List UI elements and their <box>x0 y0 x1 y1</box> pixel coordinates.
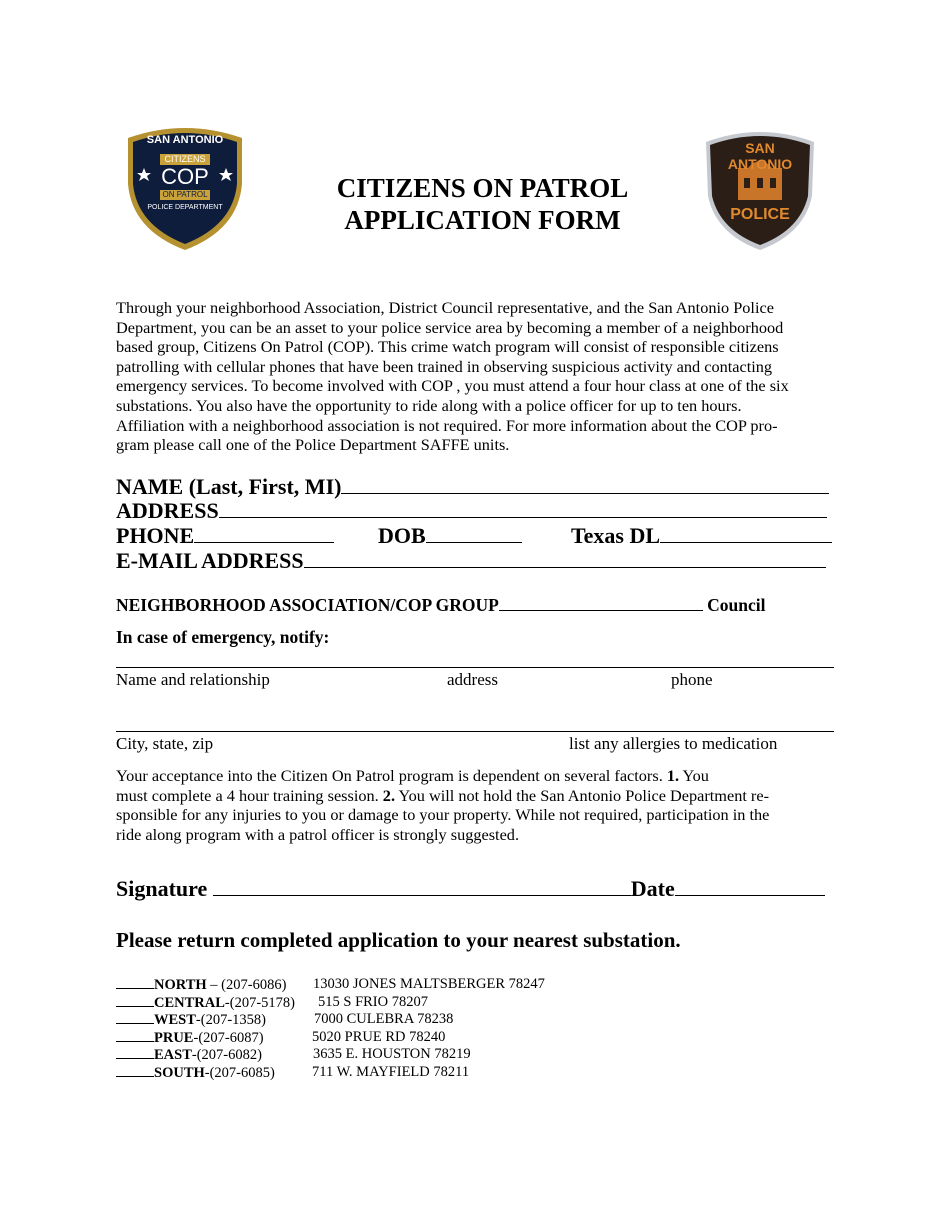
substation-address: 515 S FRIO 78207 <box>318 993 428 1010</box>
intro-line: Affiliation with a neighborhood association is not required. For more information about the COP pro- <box>116 415 778 435</box>
substation-phone: -(207-1358) <box>195 1012 266 1029</box>
name-field[interactable] <box>341 475 829 494</box>
signature-label: Signature <box>116 876 208 901</box>
patch-top-text: SAN ANTONIO <box>727 140 793 172</box>
intro-line: patrolling with cellular phones that have been trained in observing suspicious activity and contacting <box>116 356 773 376</box>
cop-badge-logo <box>122 124 248 252</box>
date-field[interactable] <box>675 877 825 896</box>
emergency-phone-label: phone <box>671 670 713 689</box>
factor-1-number: 1. <box>666 766 680 785</box>
substation-phone: -(207-5178) <box>224 994 295 1011</box>
title-line-1: CITIZENS ON PATROL <box>336 173 629 203</box>
intro-line: substations. You also have the opportunity to ride along with a police officer for up to ten hours. <box>116 395 742 415</box>
substation-name: SOUTH <box>154 1064 205 1081</box>
substation-name: EAST <box>154 1047 192 1064</box>
substation-checkbox[interactable] <box>116 994 154 1007</box>
intro-line: based group, Citizens On Patrol (COP). This crime watch program will consist of responsible citizens <box>116 337 779 357</box>
emergency-label: In case of emergency, notify: <box>116 627 330 647</box>
acceptance-text: Your acceptance into the Citizen On Patrol program is dependent on several factors. <box>116 766 667 785</box>
neighborhood-label: NEIGHBORHOOD ASSOCIATION/COP GROUP <box>116 595 499 615</box>
allergies-label: list any allergies to medication <box>569 734 778 753</box>
dob-row <box>378 523 522 548</box>
patch-bottom-text: POLICE <box>730 206 790 223</box>
neighborhood-field[interactable] <box>499 596 703 611</box>
substation-list <box>116 976 545 1082</box>
substation-row <box>116 993 428 1012</box>
address-field[interactable] <box>219 499 827 518</box>
substation-row <box>116 1028 446 1047</box>
intro-paragraph <box>116 298 836 455</box>
substation-phone: -(207-6082) <box>191 1047 262 1064</box>
badge-band-top: CITIZENS <box>164 154 206 164</box>
emergency-line-2[interactable] <box>116 731 834 732</box>
substation-address: 3635 E. HOUSTON 78219 <box>313 1046 471 1063</box>
substation-name: WEST <box>154 1012 196 1029</box>
substation-checkbox[interactable] <box>116 1029 154 1042</box>
emergency-name-label: Name and relationship <box>116 670 270 689</box>
badge-band-bottom: ON PATROL <box>162 190 208 199</box>
acceptance-text: You will not hold the San Antonio Police Department re- <box>395 785 769 805</box>
city-label: City, state, zip <box>116 734 214 753</box>
dl-row <box>571 523 832 548</box>
substation-address: 7000 CULEBRA 78238 <box>314 1011 454 1028</box>
council-label: Council <box>707 595 766 615</box>
title-line-2: APPLICATION FORM <box>344 205 621 235</box>
substation-checkbox[interactable] <box>116 1064 154 1077</box>
substation-checkbox[interactable] <box>116 976 154 989</box>
substation-phone: -(207-6087) <box>193 1029 264 1046</box>
address-label: ADDRESS <box>116 498 219 523</box>
return-instructions: Please return completed application to your nearest substation. <box>116 928 681 952</box>
signature-row <box>116 876 825 902</box>
substation-address: 13030 JONES MALTSBERGER 78247 <box>313 976 545 992</box>
email-label: E-MAIL ADDRESS <box>116 548 304 573</box>
acceptance-text: sponsible for any injuries to you or damage to your property. While not required, participation in the <box>116 805 770 825</box>
email-field[interactable] <box>304 549 826 568</box>
acceptance-text: ride along program with a patrol officer is strongly suggested. <box>116 824 520 844</box>
phone-field[interactable] <box>194 524 334 543</box>
badge-arc-top: SAN ANTONIO <box>146 134 224 146</box>
substation-name: CENTRAL <box>154 994 225 1011</box>
dl-label: Texas DL <box>571 523 661 548</box>
substation-checkbox[interactable] <box>116 1046 154 1059</box>
substation-name: NORTH <box>154 977 207 993</box>
substation-address: 711 W. MAYFIELD 78211 <box>312 1063 470 1080</box>
emergency-line-1[interactable] <box>116 667 834 668</box>
address-row <box>116 498 827 523</box>
neighborhood-row <box>116 595 766 616</box>
signature-field[interactable] <box>213 877 631 896</box>
name-label: NAME (Last, First, MI) <box>116 474 342 499</box>
intro-line: emergency services. To become involved with COP , you must attend a four hour class at one of the six <box>116 376 789 396</box>
phone-row <box>116 523 334 548</box>
substation-row <box>116 1063 470 1082</box>
name-row <box>116 474 829 499</box>
substation-phone: – (207-6086) <box>206 977 287 993</box>
phone-label: PHONE <box>116 523 195 548</box>
factor-2-number: 2. <box>382 785 396 805</box>
substation-row <box>116 976 545 994</box>
intro-line: Through your neighborhood Association, District Council representative, and the San Antonio Police <box>116 298 774 317</box>
police-patch-logo <box>700 126 820 252</box>
email-row <box>116 548 826 573</box>
page-title <box>290 172 675 236</box>
substation-checkbox[interactable] <box>116 1011 154 1024</box>
emergency-address-label: address <box>447 670 498 689</box>
acceptance-text: must complete a 4 hour training session. <box>116 785 383 805</box>
acceptance-text: You <box>679 766 709 785</box>
substation-name: PRUE <box>154 1029 194 1046</box>
substation-phone: -(207-6085) <box>204 1064 275 1081</box>
substation-row <box>116 1046 471 1064</box>
badge-center-text: COP <box>161 164 209 189</box>
intro-line: gram please call one of the Police Department SAFFE units. <box>116 435 510 455</box>
badge-arc-bottom: POLICE DEPARTMENT <box>147 204 223 211</box>
date-label: Date <box>630 876 675 901</box>
substation-address: 5020 PRUE RD 78240 <box>312 1028 446 1045</box>
dob-field[interactable] <box>426 524 522 543</box>
dl-field[interactable] <box>660 524 832 543</box>
dob-label: DOB <box>378 523 426 548</box>
substation-row <box>116 1011 454 1029</box>
intro-line: Department, you can be an asset to your police service area by becoming a member of a neighborhood <box>116 317 784 337</box>
acceptance-paragraph <box>116 766 836 844</box>
